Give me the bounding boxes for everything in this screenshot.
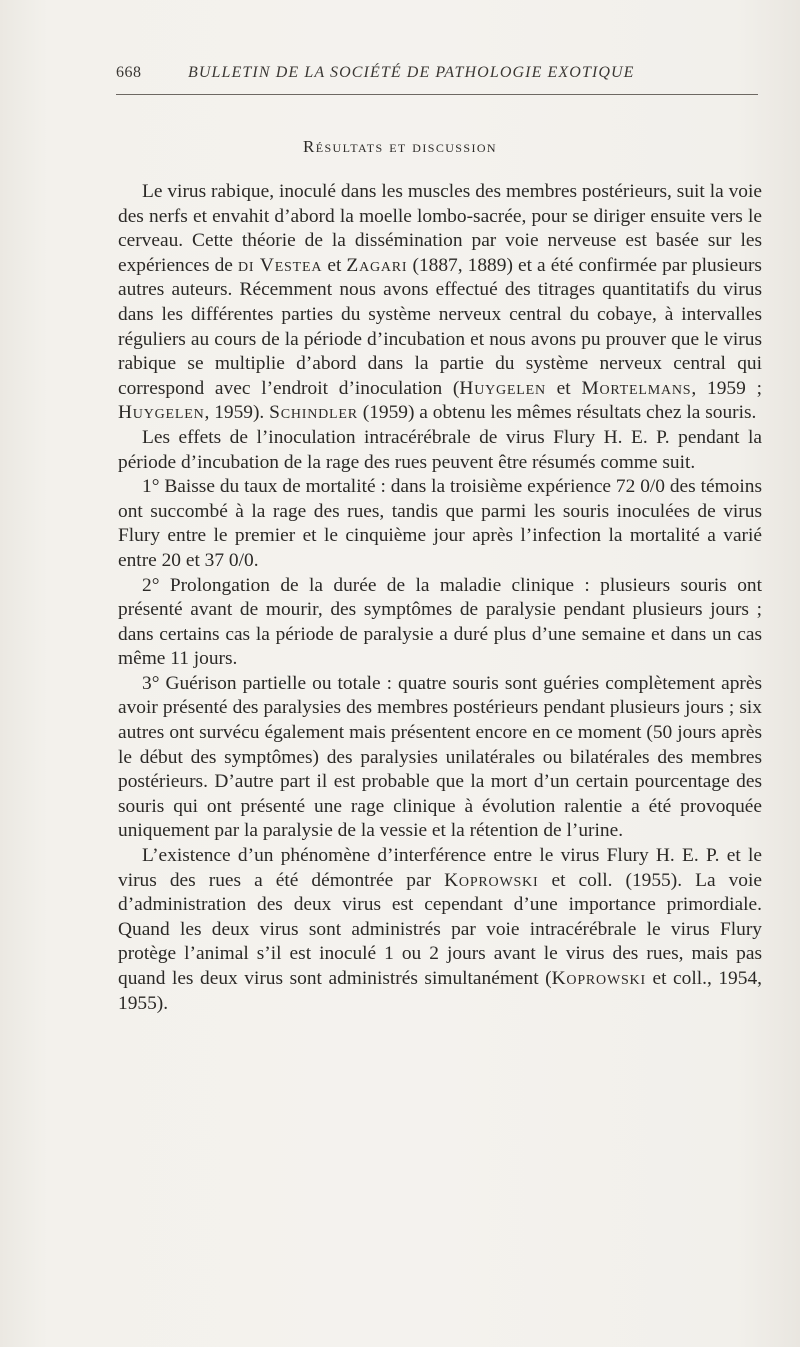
paragraph-2: Les effets de l’inoculation intracérébrale de virus Flury H. E. P. pendant la période d’incubation de la rage des rues peuvent être résumés comme suit.	[118, 426, 762, 473]
paragraph-6: L’existence d’un phénomène d’interférence entre le virus Flury H. E. P. et le virus des rues a été démontrée par Koprowski et coll. (1955). La voie d’administration des deux virus est cependant d’une importance primordiale. Quand les deux virus sont administrés par voie intracérébrale le virus Flury protège l’animal s’il est inoculé 1 ou 2 jours avant le virus des rues, mais pas quand les deux virus sont administrés simultanément (Koprowski et coll., 1954, 1955).	[118, 845, 762, 1014]
journal-title: BULLETIN DE LA SOCIÉTÉ DE PATHOLOGIE EXOTIQUE	[188, 64, 635, 81]
paragraph-4: 2° Prolongation de la durée de la maladie clinique : plusieurs souris ont présenté avant de mourir, des symptômes de paralysie pendant plusieurs jours ; dans certains cas la période de paralysie a duré plus d’une semaine et dans un cas même 11 jours.	[118, 574, 762, 670]
body-text	[118, 180, 762, 1016]
author-name: Koprowski	[444, 869, 539, 891]
author-name: di Vestea	[237, 254, 323, 276]
author-name: Mortelmans	[581, 377, 692, 399]
paragraph-3: 1° Baisse du taux de mortalité : dans la troisième expérience 72 0/0 des témoins ont succombé à la rage des rues, tandis que parmi les souris inoculées de virus Flury entre le premier et le cinquième jour après l’infection la mortalité a varié entre 20 et 37 0/0.	[118, 476, 762, 571]
author-name: Schindler	[269, 402, 358, 424]
section-title: Résultats et discussion	[303, 137, 497, 156]
author-name: Koprowski	[551, 968, 646, 989]
header-rule	[116, 94, 758, 95]
author-name: Huygelen	[118, 402, 205, 424]
page-number: 668	[116, 64, 142, 81]
running-head	[116, 64, 758, 86]
paragraph-1: Le virus rabique, inoculé dans les muscles des membres postérieurs, suit la voie des nerfs et envahit d’abord la moelle lombo-sacrée, pour se diriger ensuite vers le cerveau. Cette théorie de la dissémination par voie nerveuse est basée sur les expériences de di Vestea et Zagari (1887, 1889) et a été confirmée par plusieurs autres auteurs. Récemment nous avons effectué des titrages quantitatifs du virus dans les différentes parties du système nerveux central du cobaye, à intervalles réguliers au cours de la période d’incubation et nous avons pu prouver que le virus rabique se multiplie d’abord dans la partie du système nerveux central qui correspond avec l’endroit d’inoculation (Huygelen et Mortelmans, 1959 ; Huygelen, 1959). Schindler (1959) a obtenu les mêmes résultats chez la souris.	[118, 181, 762, 424]
paragraph-5: 3° Guérison partielle ou totale : quatre souris sont guéries complètement après avoir présenté des paralysies des membres postérieurs pendant plusieurs jours ; six autres ont survécu également mais présentent encore en ce moment (50 jours après le début des symptômes) des paralysies unilatérales ou bilatérales des membres postérieurs. D’autre part il est probable que la mort d’un certain pourcentage des souris qui ont présenté une rage clinique à évolution ralentie a été provoquée uniquement par la paralysie de la vessie et la rétention de l’urine.	[118, 672, 762, 842]
author-name: Zagari	[346, 254, 408, 276]
author-name: Huygelen	[459, 377, 546, 399]
